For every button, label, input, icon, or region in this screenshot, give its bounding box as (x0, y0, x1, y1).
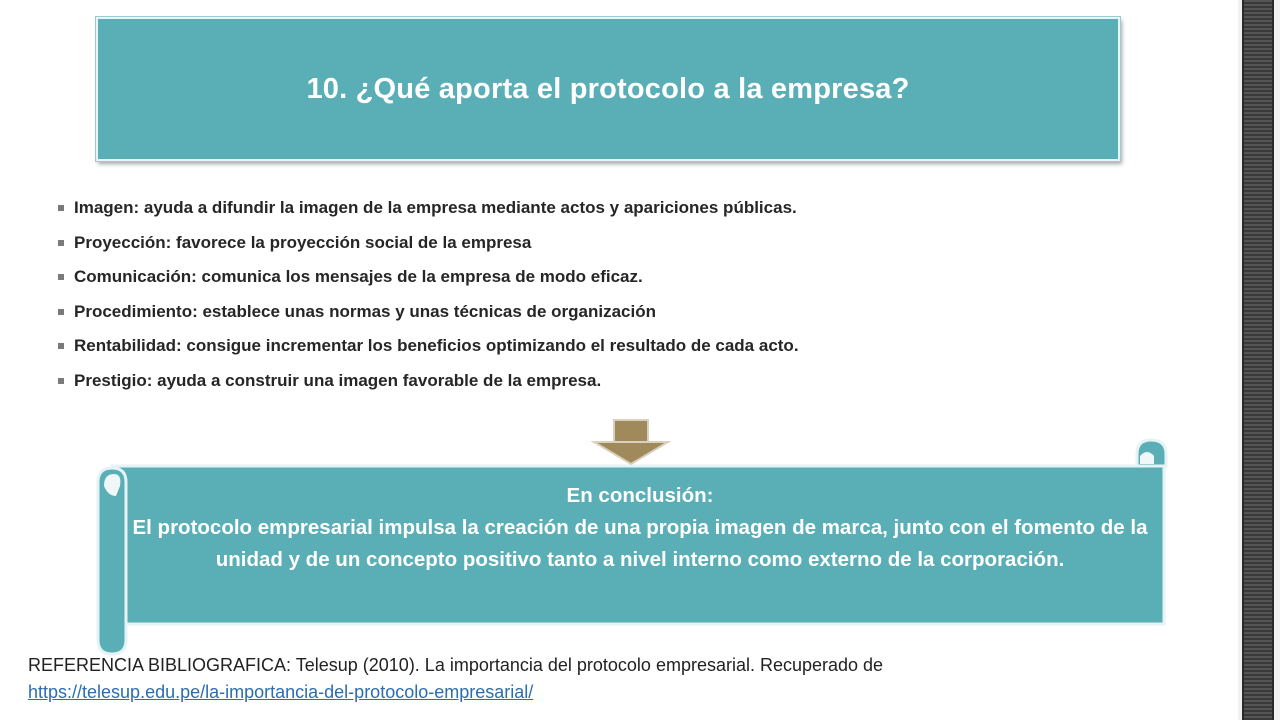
bullet-square-icon (58, 274, 64, 280)
slide-title: 10. ¿Qué aporta el protocolo a la empresa? (306, 72, 910, 105)
bullet-square-icon (58, 205, 64, 211)
bullet-item (56, 265, 799, 300)
bullet-text: Proyección: favorece la proyección social de la empresa (74, 232, 532, 252)
bullet-text: Prestigio: ayuda a construir una imagen favorable de la empresa. (74, 370, 602, 390)
title-box (96, 17, 1120, 161)
bullet-item (56, 369, 799, 404)
bullet-text: Procedimiento: establece unas normas y unas técnicas de organización (74, 301, 656, 321)
conclusion-body: El protocolo empresarial impulsa la creación de una propia imagen de marca, junto con el fomento de la unidad y de un concepto positivo tanto a nivel interno como externo de la corporación. (132, 516, 1148, 571)
bullet-text: Imagen: ayuda a difundir la imagen de la empresa mediante actos y apariciones públicas. (74, 198, 797, 217)
bullet-list (56, 196, 799, 404)
decorative-side-strip (1238, 0, 1280, 720)
bullet-text: Rentabilidad: consigue incrementar los beneficios optimizando el resultado de cada acto. (74, 336, 799, 356)
conclusion-text (120, 480, 1160, 576)
bullet-item (56, 231, 799, 266)
bullet-square-icon (58, 240, 64, 246)
reference-text: REFERENCIA BIBLIOGRAFICA: Telesup (2010). La importancia del protocolo empresarial. Recuperado de (28, 655, 884, 675)
bullet-text: Comunicación: comunica los mensajes de la empresa de modo eficaz. (74, 267, 643, 287)
bullet-square-icon (58, 378, 64, 384)
strip-edge-left (1238, 0, 1242, 720)
bullet-item (56, 196, 799, 231)
strip-edge-right (1274, 0, 1280, 720)
bullet-square-icon (58, 309, 64, 315)
down-arrow-icon (590, 418, 672, 466)
bullet-item (56, 300, 799, 335)
bullet-item (56, 334, 799, 369)
strip-hatch (1244, 0, 1272, 720)
reference-link[interactable]: https://telesup.edu.pe/la-importancia-del-protocolo-empresarial/ (28, 682, 534, 702)
conclusion-heading: En conclusión: (566, 484, 714, 507)
reference (28, 652, 883, 706)
bullet-square-icon (58, 343, 64, 349)
